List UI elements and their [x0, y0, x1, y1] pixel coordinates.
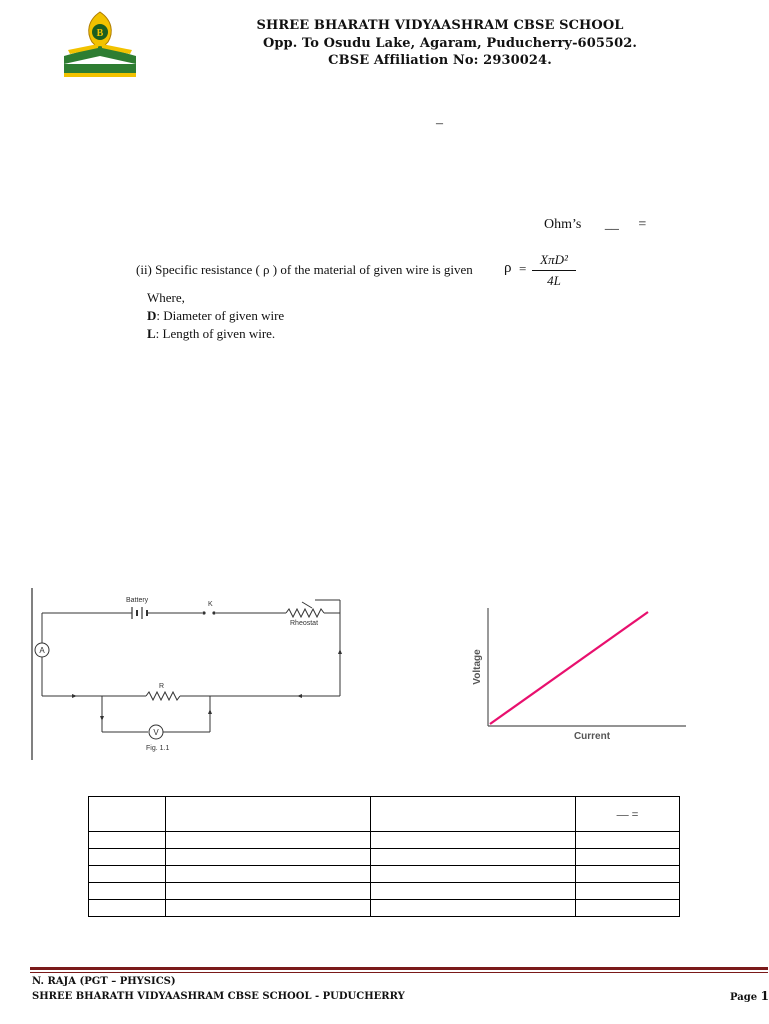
vi-graph-svg [466, 600, 696, 750]
d-term: D [147, 308, 157, 323]
table-row [89, 900, 680, 917]
table-cell [576, 900, 680, 917]
table-cell [89, 849, 166, 866]
y-axis-label: Voltage [472, 649, 483, 685]
table-cell [166, 883, 371, 900]
l-description: : Length of given wire. [155, 326, 276, 341]
vi-graph [466, 600, 696, 750]
table-cell [371, 832, 576, 849]
formula-fraction-bar [532, 270, 576, 271]
table-cell [371, 797, 576, 832]
footer-page [730, 989, 769, 1003]
rheostat-label: Rheostat [290, 620, 319, 627]
footer-author: N. RAJA (PGT – PHYSICS) [32, 976, 176, 987]
rheostat-symbol [286, 609, 324, 617]
ohms-law-label [544, 217, 646, 233]
footer-rule-thin [30, 972, 768, 973]
table-header-row [89, 797, 680, 832]
formula-equals: = [519, 261, 527, 276]
table-row [89, 866, 680, 883]
formula-denominator: 4L [547, 273, 561, 288]
table-header-ratio-cell: — = [576, 797, 680, 832]
logo-emblem [58, 10, 142, 78]
d-definition [147, 308, 284, 324]
footer-rule-thick [30, 967, 768, 970]
school-logo [58, 10, 142, 78]
page-label: Page [730, 992, 758, 1003]
table-cell [371, 849, 576, 866]
table-cell [89, 832, 166, 849]
table-row [89, 883, 680, 900]
school-name: SHREE BHARATH VIDYAASHRAM CBSE SCHOOL [256, 18, 624, 33]
table-cell [89, 797, 166, 832]
dash-mark: – [436, 116, 443, 131]
table-cell [576, 849, 680, 866]
ammeter-label: A [39, 646, 45, 655]
ohms-text: Ohm’s [544, 217, 582, 232]
table-cell [166, 797, 371, 832]
ohms-fraction-blank: __ [604, 217, 619, 232]
formula-numerator: XπD² [540, 252, 568, 267]
table-cell [89, 866, 166, 883]
l-term: L [147, 326, 156, 341]
table-cell [576, 832, 680, 849]
key-contact-left [202, 611, 205, 614]
resistor-symbol [146, 692, 180, 700]
battery-symbol [132, 607, 147, 619]
table-cell [166, 866, 371, 883]
table-cell [576, 883, 680, 900]
d-description: : Diameter of given wire [156, 308, 285, 323]
circuit-diagram [30, 588, 360, 763]
resistor-label: R [159, 683, 165, 690]
table-cell [89, 900, 166, 917]
circuit-svg [30, 588, 360, 763]
page-number: 1 [760, 989, 769, 1003]
table-cell [371, 883, 576, 900]
table-cell [166, 832, 371, 849]
svg-text:B: B [96, 28, 104, 39]
specific-resistance-statement: (ii) Specific resistance ( ρ ) of the material of given wire is given [136, 262, 473, 277]
table-cell [166, 849, 371, 866]
where-label: Where, [147, 290, 185, 305]
table-cell [371, 866, 576, 883]
footer-school: SHREE BHARATH VIDYAASHRAM CBSE SCHOOL - PUDUCHERRY [32, 991, 405, 1002]
observation-table [88, 796, 680, 917]
l-definition [147, 326, 275, 342]
table-row [89, 832, 680, 849]
battery-label: Battery [126, 597, 149, 604]
figure-caption: Fig. 1.1 [146, 745, 170, 752]
x-axis-label: Current [573, 731, 611, 742]
voltage-current-line [490, 612, 648, 724]
voltmeter-label: V [153, 728, 159, 737]
table-cell [371, 900, 576, 917]
table-cell [576, 866, 680, 883]
school-address: Opp. To Osudu Lake, Agaram, Puducherry-605502. [262, 36, 638, 51]
key-contact-right [212, 611, 215, 614]
table-cell [166, 900, 371, 917]
table-row [89, 849, 680, 866]
table-cell [89, 883, 166, 900]
rho-symbol: ρ [504, 260, 512, 276]
school-affiliation: CBSE Affiliation No: 2930024. [328, 53, 552, 68]
key-label: K [208, 601, 213, 608]
ohms-equals: = [638, 217, 647, 232]
